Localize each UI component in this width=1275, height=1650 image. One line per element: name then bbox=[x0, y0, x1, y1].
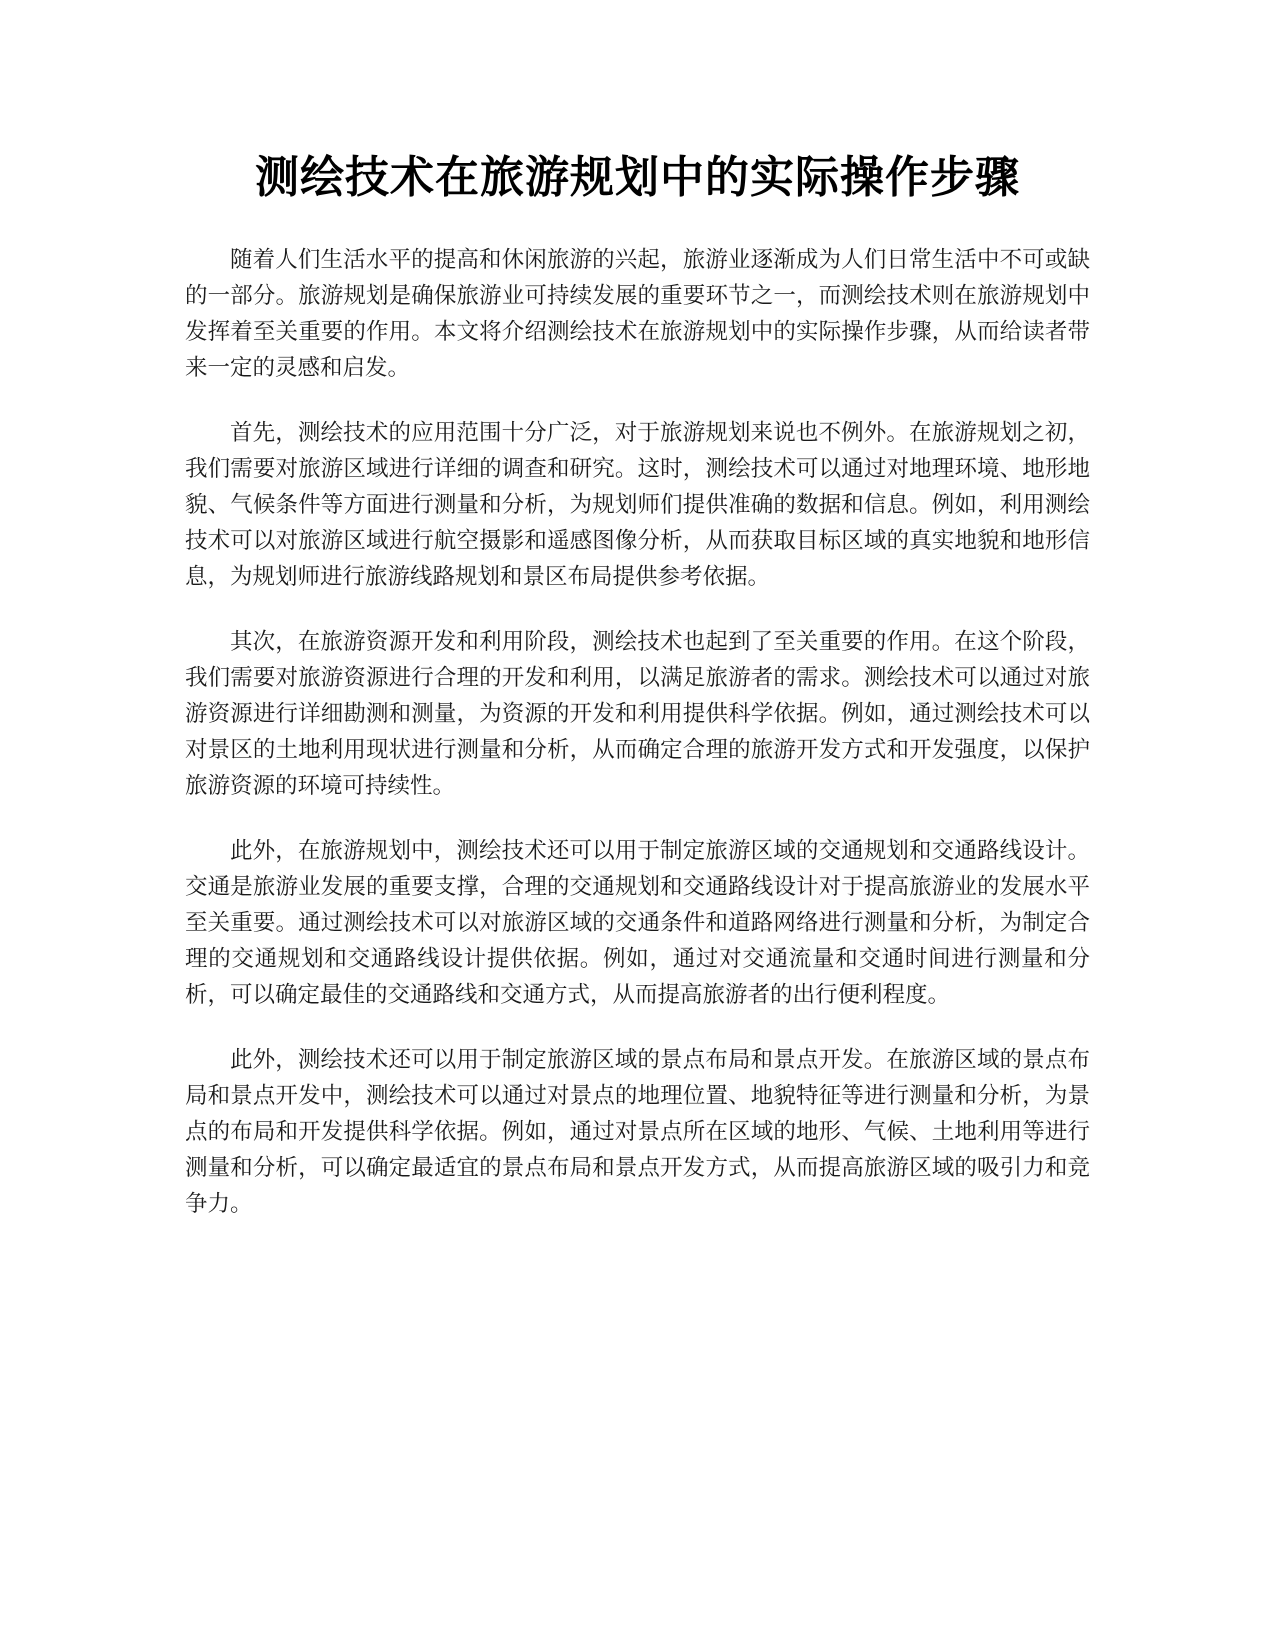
paragraph-attractions: 此外，测绘技术还可以用于制定旅游区域的景点布局和景点开发。在旅游区域的景点布局和景点开发中，测绘技术可以通过对景点的地理位置、地貌特征等进行测量和分析，为景点的布局和开发提供科学依据。例如，通过对景点所在区域的地形、气候、土地利用等进行测量和分析，可以确定最适宜的景点布局和景点开发方式，从而提高旅游区域的吸引力和竞争力。 bbox=[185, 1047, 1090, 1217]
paragraph-intro: 随着人们生活水平的提高和休闲旅游的兴起，旅游业逐渐成为人们日常生活中不可或缺的一部分。旅游规划是确保旅游业可持续发展的重要环节之一，而测绘技术则在旅游规划中发挥着至关重要的作用。本文将介绍测绘技术在旅游规划中的实际操作步骤，从而给读者带来一定的灵感和启发。 bbox=[185, 247, 1090, 381]
document-body bbox=[185, 242, 1090, 1251]
document-title: 测绘技术在旅游规划中的实际操作步骤 bbox=[255, 152, 1020, 203]
paragraph-survey: 首先，测绘技术的应用范围十分广泛，对于旅游规划来说也不例外。在旅游规划之初，我们需要对旅游区域进行详细的调查和研究。这时，测绘技术可以通过对地理环境、地形地貌、气候条件等方面进行测量和分析，为规划师们提供准确的数据和信息。例如，利用测绘技术可以对旅游区域进行航空摄影和遥感图像分析，从而获取目标区域的真实地貌和地形信息，为规划师进行旅游线路规划和景区布局提供参考依据。 bbox=[185, 420, 1090, 590]
paragraph-resources: 其次，在旅游资源开发和利用阶段，测绘技术也起到了至关重要的作用。在这个阶段，我们需要对旅游资源进行合理的开发和利用，以满足旅游者的需求。测绘技术可以通过对旅游资源进行详细勘测和测量，为资源的开发和利用提供科学依据。例如，通过测绘技术可以对景区的土地利用现状进行测量和分析，从而确定合理的旅游开发方式和开发强度，以保护旅游资源的环境可持续性。 bbox=[185, 629, 1090, 799]
paragraph-transport: 此外，在旅游规划中，测绘技术还可以用于制定旅游区域的交通规划和交通路线设计。交通是旅游业发展的重要支撑，合理的交通规划和交通路线设计对于提高旅游业的发展水平至关重要。通过测绘技术可以对旅游区域的交通条件和道路网络进行测量和分析，为制定合理的交通规划和交通路线设计提供依据。例如，通过对交通流量和交通时间进行测量和分析，可以确定最佳的交通路线和交通方式，从而提高旅游者的出行便利程度。 bbox=[185, 838, 1090, 1008]
